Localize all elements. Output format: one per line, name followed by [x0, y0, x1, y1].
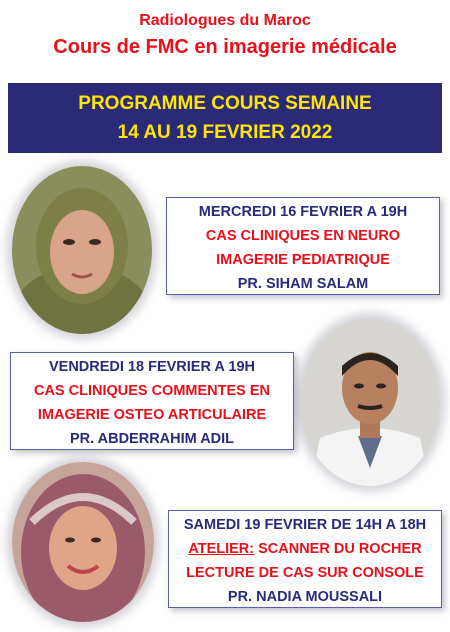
- event-2-title-line-2: IMAGERIE OSTEO ARTICULAIRE: [37, 407, 267, 423]
- event-3-title-line-1: [169, 537, 441, 561]
- event-1-title-line-1: CAS CLINIQUES EN NEURO: [205, 228, 401, 244]
- event-3-date: SAMEDI 19 FEVRIER DE 14H A 18H: [183, 517, 427, 533]
- event-2-date: VENDREDI 18 FEVRIER A 19H: [48, 359, 255, 375]
- event-card-3: [168, 510, 442, 608]
- course-title: Cours de FMC en imagerie médicale: [53, 36, 397, 58]
- event-card-1: [166, 197, 440, 295]
- event-1-date: MERCREDI 16 FEVRIER A 19H: [198, 204, 408, 220]
- event-2-speaker: PR. ABDERRAHIM ADIL: [69, 431, 235, 447]
- event-3-title-prefix: ATELIER:: [188, 541, 255, 557]
- event-1-speaker: PR. SIHAM SALAM: [237, 276, 369, 292]
- event-1-title-line-2: IMAGERIE PEDIATRIQUE: [216, 252, 390, 268]
- program-banner: [8, 83, 442, 153]
- event-card-2: [10, 352, 294, 450]
- banner-line-1: PROGRAMME COURS SEMAINE: [78, 93, 372, 114]
- speaker-3-photo: [12, 462, 154, 622]
- speaker-2-photo: [300, 318, 440, 486]
- organization-title: Radiologues du Maroc: [139, 12, 311, 29]
- event-2-title-line-1: CAS CLINIQUES COMMENTES EN: [33, 383, 271, 399]
- event-3-title-line-1-rest: SCANNER DU ROCHER: [254, 541, 422, 557]
- event-3-title-line-2: LECTURE DE CAS SUR CONSOLE: [186, 565, 424, 581]
- event-3-speaker: PR. NADIA MOUSSALI: [227, 589, 383, 605]
- speaker-1-photo: [12, 166, 152, 334]
- banner-line-2: 14 AU 19 FEVRIER 2022: [117, 122, 333, 143]
